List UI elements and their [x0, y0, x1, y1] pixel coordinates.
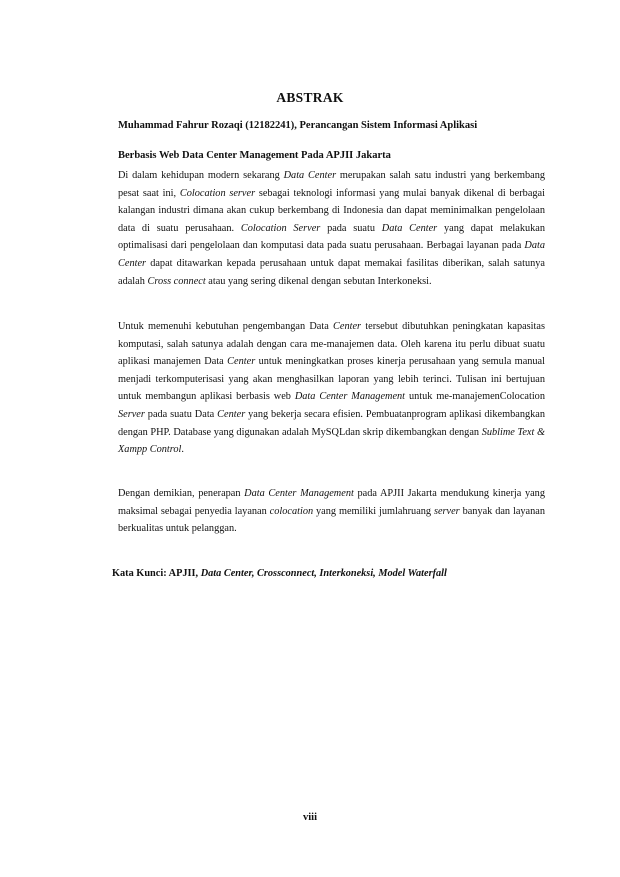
abstract-paragraph-3: [118, 485, 545, 538]
abstract-paragraph-2: [118, 318, 545, 459]
text-segment: atau yang sering dikenal dengan sebutan Interkoneksi.: [205, 275, 432, 287]
italic-term: Data Center Management: [244, 488, 354, 499]
text-segment: untuk me-manajemenColocation: [405, 391, 545, 403]
text-segment: Untuk memenuhi kebutuhan pengembangan Data: [118, 321, 334, 332]
keywords-line: [112, 568, 552, 579]
italic-term: Colocation server: [179, 187, 256, 199]
text-segment: pada suatu: [320, 222, 382, 234]
italic-term: Cross connect: [147, 275, 206, 287]
keywords-label: Kata Kunci: APJII,: [112, 568, 201, 579]
page-number: viii: [302, 812, 317, 823]
italic-term: Center: [227, 356, 256, 368]
italic-term: Center: [333, 321, 362, 332]
text-segment: sebagai teknologi informasi yang mulai banyak dikenal di berbagai kalangan industri dimana akan cukup berkembang di Indonesia dan dapat meminimalkan pengelolaan data di suatu perusahaan.: [118, 187, 545, 234]
italic-term: colocation: [269, 505, 314, 517]
abstract-paragraph-1: [118, 167, 545, 290]
text-segment: untuk meningkatkan proses kinerja perusahaan yang semula manual menjadi terkomputerisasi yang akan menghasilkan laporan yang lebih terinci. Tulisan ini bertujuan untuk membangun aplikasi berbasis web: [118, 356, 545, 403]
text-segment: merupakan salah satu industri yang berkembang pesat saat ini,: [118, 170, 545, 199]
text-segment: dapat ditawarkan kepada perusahaan untuk dapat memakai fasilitas diberikan, salah satunya adalah: [118, 257, 545, 287]
text-segment: Di dalam kehidupan modern sekarang: [118, 170, 284, 181]
text-segment: yang dapat melakukan optimalisasi dari pengelolaan dan komputasi data pada suatu perusahaan. Berbagai layanan pada: [118, 222, 546, 252]
italic-term: Data Center Management: [294, 391, 406, 403]
text-segment: banyak dan layanan berkualitas untuk pelanggan.: [118, 505, 545, 535]
italic-term: Colocation Server: [240, 222, 321, 234]
keywords-terms: Data Center, Crossconnect, Interkoneksi, Model Waterfall: [200, 568, 447, 579]
text-segment: pada suatu Data: [144, 408, 218, 420]
abstract-title: ABSTRAK: [276, 90, 344, 105]
author-title-line-2: Berbasis Web Data Center Management Pada APJII Jakarta: [118, 150, 391, 161]
italic-term: Data Center: [381, 222, 438, 234]
text-segment: pada APJII Jakarta mendukung kinerja yang maksimal sebagai penyedia layanan: [118, 488, 545, 517]
text-segment: tersebut dibutuhkan peningkatan kapasitas komputasi, salah satunya adalah dengan cara me-manajemen data. Oleh karena itu perlu dibuat suatu aplikasi manajemen Data: [118, 321, 545, 368]
text-segment: yang memiliki jumlahruang: [313, 505, 434, 517]
italic-term: Sublime Text & Xampp Control: [118, 426, 545, 456]
italic-term: server: [433, 505, 460, 517]
italic-term: Center: [217, 408, 246, 420]
text-segment: .: [181, 444, 184, 456]
italic-term: Data Center: [118, 240, 545, 269]
text-segment: yang bekerja secara efisien. Pembuatanprogram aplikasi dikembangkan dengan PHP. Database yang digunakan adalah MySQLdan skrip dikembangkan dengan: [118, 408, 545, 438]
italic-term: Server: [118, 408, 145, 420]
author-title-line-1: Muhammad Fahrur Rozaqi (12182241), Perancangan Sistem Informasi Aplikasi: [118, 120, 478, 131]
italic-term: Data Center: [283, 170, 337, 181]
text-segment: Dengan demikian, penerapan: [118, 488, 245, 499]
